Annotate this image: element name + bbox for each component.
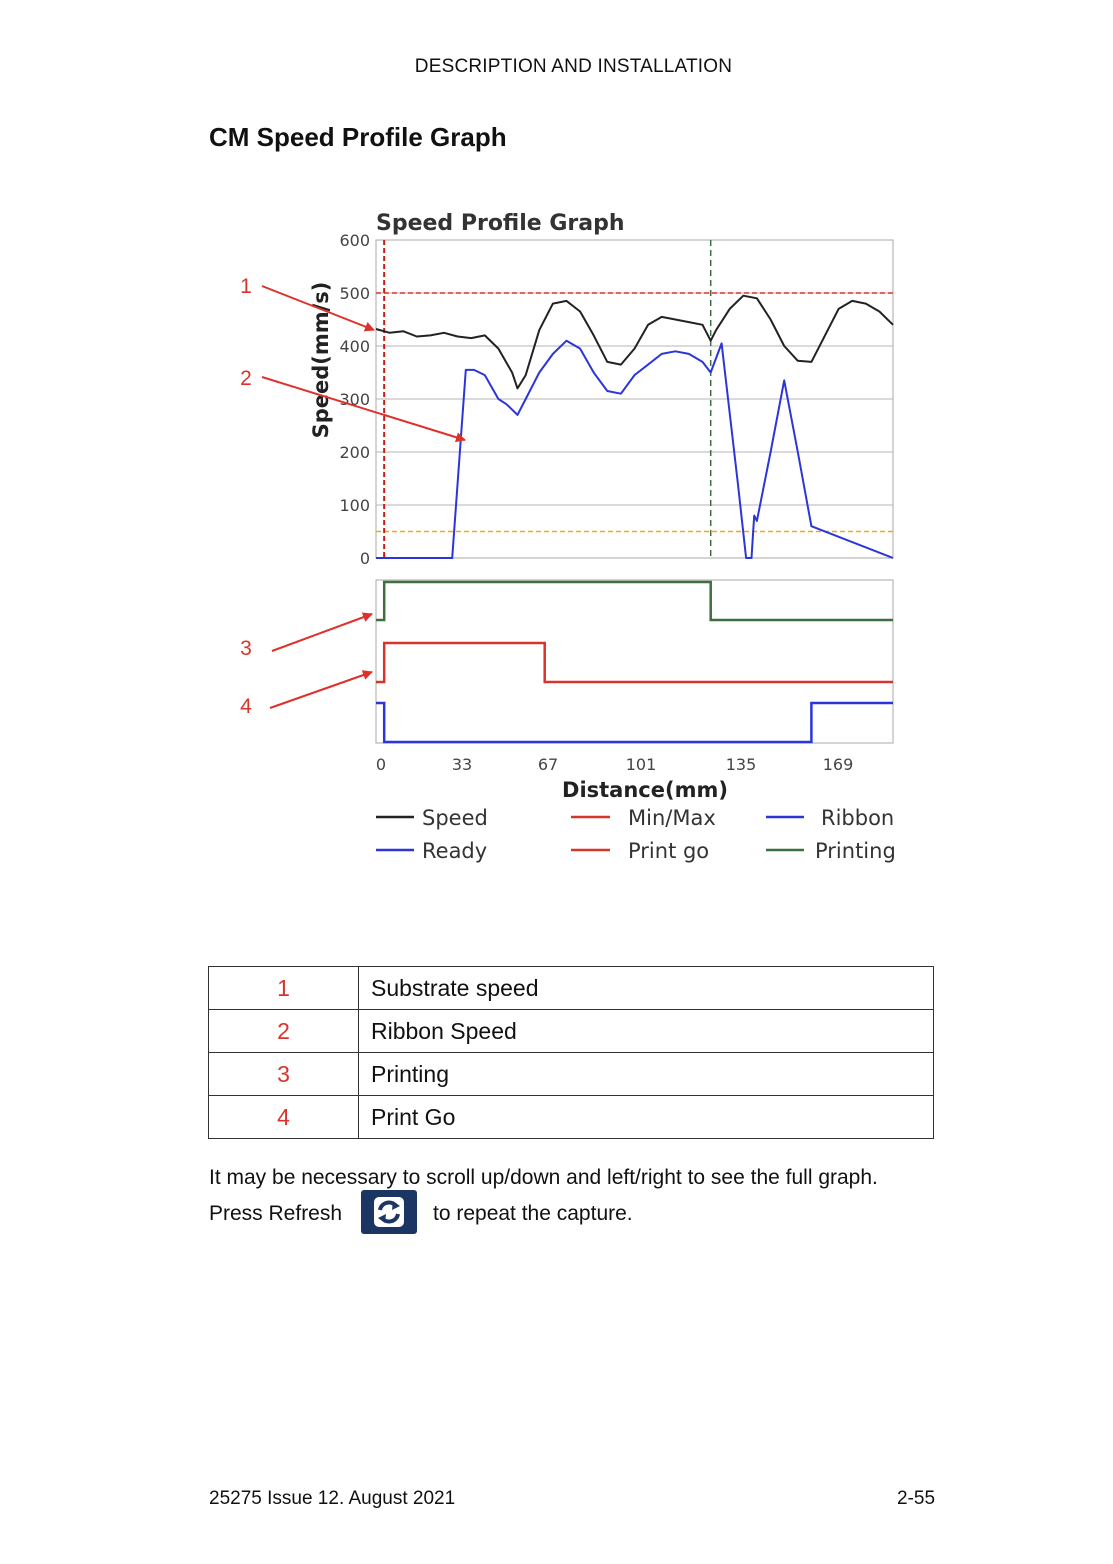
x-tick-label: 33: [451, 755, 473, 774]
y-tick-label: 300: [339, 390, 370, 409]
legend-label: Print go: [628, 839, 710, 863]
callout-arrow: [270, 672, 372, 708]
table-row: [209, 1053, 934, 1096]
table-row: [209, 1010, 934, 1053]
key-description: Printing: [359, 1053, 934, 1096]
scroll-instruction: It may be necessary to scroll up/down and left/right to see the full graph.: [209, 1166, 878, 1189]
table-row: [209, 1096, 934, 1139]
callout-number: 3: [240, 637, 252, 660]
x-tick-label: 135: [725, 755, 757, 774]
chart-title: Speed Profile Graph: [376, 211, 625, 236]
footer-issue: 25275 Issue 12. August 2021: [209, 1488, 456, 1509]
digital-plot-frame: [376, 580, 893, 743]
refresh-instruction-end: to repeat the capture.: [433, 1202, 633, 1225]
callout-number: 4: [240, 695, 252, 718]
legend-label: Ready: [422, 839, 488, 863]
x-axis-label: Distance(mm): [562, 778, 728, 802]
x-tick-label: 169: [822, 755, 854, 774]
y-tick-label: 0: [359, 549, 370, 568]
footer-page-number: 2-55: [897, 1488, 936, 1509]
key-number: 1: [209, 967, 359, 1010]
section-header: DESCRIPTION AND INSTALLATION: [414, 56, 733, 77]
x-tick-label: 0: [375, 755, 387, 774]
y-axis-label: Speed(mm/s): [309, 281, 333, 439]
y-tick-label: 600: [339, 231, 370, 250]
legend-label: Min/Max: [628, 806, 716, 830]
callout-key-table: [208, 966, 934, 1139]
refresh-instruction-start: Press Refresh: [209, 1202, 343, 1225]
chart-legend: [376, 806, 896, 863]
y-tick-label: 500: [339, 284, 370, 303]
key-number: 2: [209, 1010, 359, 1053]
x-tick-label: 101: [625, 755, 657, 774]
y-tick-label: 200: [339, 443, 370, 462]
key-description: Substrate speed: [359, 967, 934, 1010]
chart-grid: [376, 240, 893, 743]
legend-label: Speed: [422, 806, 488, 830]
table-row: [209, 967, 934, 1010]
callout-number: 2: [240, 367, 252, 390]
y-tick-label: 400: [339, 337, 370, 356]
callout-arrow: [272, 614, 372, 651]
refresh-icon: [361, 1190, 417, 1234]
key-number: 4: [209, 1096, 359, 1139]
legend-label: Printing: [815, 839, 896, 863]
key-description: Ribbon Speed: [359, 1010, 934, 1053]
page-title: CM Speed Profile Graph: [209, 122, 507, 152]
y-tick-label: 100: [339, 496, 370, 515]
callout-number: 1: [240, 275, 252, 298]
key-number: 3: [209, 1053, 359, 1096]
legend-label: Ribbon: [821, 806, 895, 830]
key-description: Print Go: [359, 1096, 934, 1139]
x-tick-label: 67: [537, 755, 559, 774]
